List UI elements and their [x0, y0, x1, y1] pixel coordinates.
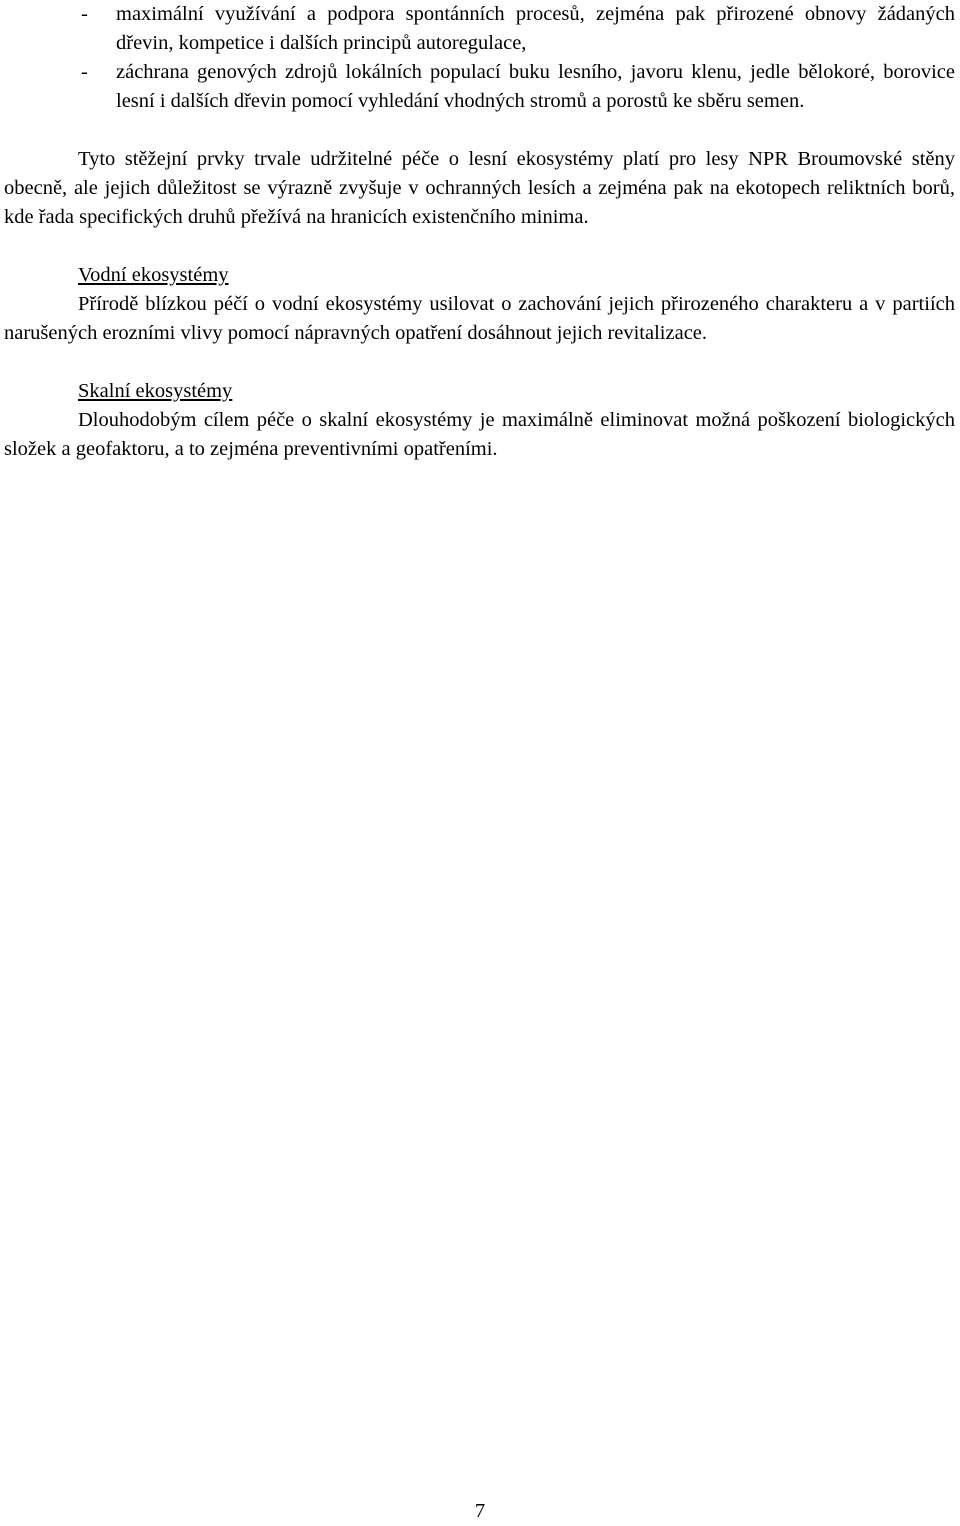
bullet-dash: -	[81, 3, 88, 25]
bullet-list	[4, 0, 955, 116]
list-item	[4, 58, 955, 116]
body-paragraph: Tyto stěžejní prvky trvale udržitelné péče o lesní ekosystémy platí pro lesy NPR Broumovské stěny obecně, ale jejich důležitost se výrazně zvyšuje v ochranných lesích a zejména pak na ekotopech reliktních borů, kde řada specifických druhů přežívá na hranicích existenčního minima.	[4, 148, 955, 228]
section-water-ecosystems	[4, 261, 955, 348]
section-heading-rock: Skalní ekosystémy	[78, 380, 233, 402]
list-item-text: záchrana genových zdrojů lokálních populací buku lesního, javoru klenu, jedle bělokoré, borovice lesní i dalších dřevin pomocí vyhledání vhodných stromů a porostů ke sběru semen.	[116, 61, 955, 112]
list-item-text: maximální využívání a podpora spontánních procesů, zejména pak přirozené obnovy žádaných dřevin, kompetice i dalších principů autoregulace,	[116, 3, 955, 54]
section-body-rock: Dlouhodobým cílem péče o skalní ekosystémy je maximálně eliminovat možná poškození biologických složek a geofaktoru, a to zejména preventivními opatřeními.	[4, 409, 955, 460]
section-rock-ecosystems	[4, 377, 955, 464]
section-body-water: Přírodě blízkou péčí o vodní ekosystémy usilovat o zachování jejich přirozeného charakteru a v partiích narušených erozními vlivy pomocí nápravných opatření dosáhnout jejich revitalizace.	[4, 293, 955, 344]
page-content	[4, 0, 955, 464]
bullet-dash: -	[81, 61, 88, 83]
page-number: 7	[474, 1500, 486, 1522]
section-heading-water: Vodní ekosystémy	[78, 264, 229, 286]
list-item	[4, 0, 955, 58]
